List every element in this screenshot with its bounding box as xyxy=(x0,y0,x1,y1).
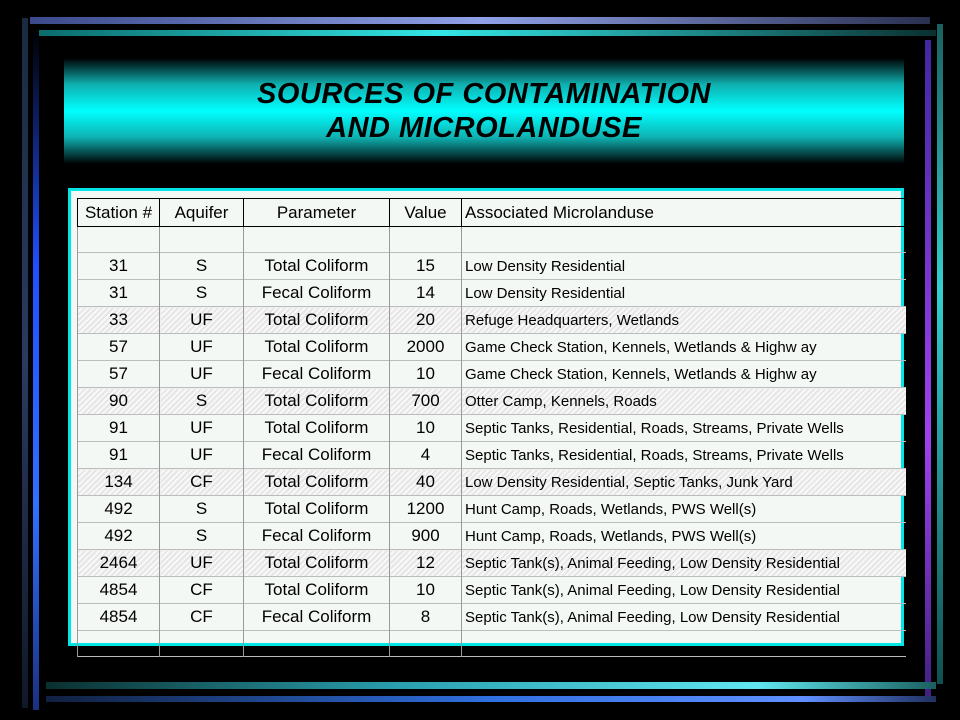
cell-aquifer: UF xyxy=(160,442,244,469)
table-header-row xyxy=(78,199,906,227)
contamination-table xyxy=(77,198,906,657)
cell-parameter: Total Coliform xyxy=(244,550,390,577)
cell-microlanduse: Septic Tank(s), Animal Feeding, Low Density Residential xyxy=(462,604,906,631)
cell-station: 492 xyxy=(78,496,160,523)
frame-bar-right-inner xyxy=(925,40,931,700)
cell-value: 14 xyxy=(390,280,462,307)
header-station: Station # xyxy=(78,199,160,227)
cell-aquifer: CF xyxy=(160,469,244,496)
cell-value: 4 xyxy=(390,442,462,469)
cell-microlanduse: Septic Tank(s), Animal Feeding, Low Density Residential xyxy=(462,577,906,604)
cell-parameter: Total Coliform xyxy=(244,469,390,496)
table-row xyxy=(78,577,906,604)
cell-aquifer: UF xyxy=(160,307,244,334)
cell-aquifer: CF xyxy=(160,604,244,631)
cell-aquifer: UF xyxy=(160,415,244,442)
blank-cell xyxy=(462,227,906,253)
cell-aquifer: CF xyxy=(160,577,244,604)
table-row xyxy=(78,307,906,334)
cell-aquifer: UF xyxy=(160,361,244,388)
table-row-blank xyxy=(78,227,906,253)
cell-microlanduse: Hunt Camp, Roads, Wetlands, PWS Well(s) xyxy=(462,523,906,550)
frame-bar-bottom xyxy=(46,696,936,702)
cell-microlanduse: Low Density Residential xyxy=(462,280,906,307)
cell-value: 900 xyxy=(390,523,462,550)
table-row xyxy=(78,496,906,523)
frame-bar-top xyxy=(30,17,930,24)
cell-aquifer: S xyxy=(160,253,244,280)
cell-microlanduse: Septic Tanks, Residential, Roads, Streams, Private Wells xyxy=(462,442,906,469)
cell-value: 20 xyxy=(390,307,462,334)
cell-station: 91 xyxy=(78,415,160,442)
cell-parameter: Fecal Coliform xyxy=(244,442,390,469)
cell-value: 10 xyxy=(390,415,462,442)
table-row xyxy=(78,334,906,361)
table-row-blank xyxy=(78,631,906,657)
cell-aquifer: UF xyxy=(160,550,244,577)
table-row xyxy=(78,523,906,550)
cell-value: 2000 xyxy=(390,334,462,361)
table-row xyxy=(78,415,906,442)
cell-value: 12 xyxy=(390,550,462,577)
cell-microlanduse: Hunt Camp, Roads, Wetlands, PWS Well(s) xyxy=(462,496,906,523)
cell-value: 10 xyxy=(390,361,462,388)
frame-bar-left xyxy=(22,18,28,708)
slide-title-line-1: SOURCES OF CONTAMINATION xyxy=(257,78,711,110)
cell-value: 700 xyxy=(390,388,462,415)
cell-parameter: Total Coliform xyxy=(244,334,390,361)
cell-parameter: Total Coliform xyxy=(244,388,390,415)
blank-cell xyxy=(78,631,160,657)
blank-cell xyxy=(160,227,244,253)
cell-microlanduse: Refuge Headquarters, Wetlands xyxy=(462,307,906,334)
cell-station: 4854 xyxy=(78,577,160,604)
cell-parameter: Fecal Coliform xyxy=(244,361,390,388)
cell-station: 57 xyxy=(78,361,160,388)
cell-value: 8 xyxy=(390,604,462,631)
cell-parameter: Total Coliform xyxy=(244,577,390,604)
frame-bar-left-inner xyxy=(33,30,39,710)
cell-parameter: Total Coliform xyxy=(244,307,390,334)
table-row xyxy=(78,550,906,577)
cell-microlanduse: Otter Camp, Kennels, Roads xyxy=(462,388,906,415)
header-aquifer: Aquifer xyxy=(160,199,244,227)
table-body xyxy=(78,227,906,631)
cell-parameter: Total Coliform xyxy=(244,415,390,442)
blank-cell xyxy=(462,631,906,657)
cell-station: 31 xyxy=(78,280,160,307)
header-value: Value xyxy=(390,199,462,227)
cell-station: 31 xyxy=(78,253,160,280)
blank-cell xyxy=(78,227,160,253)
blank-cell xyxy=(244,631,390,657)
cell-microlanduse: Game Check Station, Kennels, Wetlands & Highw ay xyxy=(462,334,906,361)
table-row xyxy=(78,604,906,631)
blank-cell xyxy=(390,631,462,657)
cell-microlanduse: Low Density Residential xyxy=(462,253,906,280)
table-row xyxy=(78,388,906,415)
cell-parameter: Fecal Coliform xyxy=(244,604,390,631)
blank-cell xyxy=(390,227,462,253)
table-row xyxy=(78,361,906,388)
cell-microlanduse: Septic Tank(s), Animal Feeding, Low Density Residential xyxy=(462,550,906,577)
cell-value: 1200 xyxy=(390,496,462,523)
header-microlanduse: Associated Microlanduse xyxy=(462,199,906,227)
cell-station: 90 xyxy=(78,388,160,415)
contamination-table-container xyxy=(71,191,901,643)
blank-cell xyxy=(244,227,390,253)
slide-title-box xyxy=(64,58,904,164)
blank-cell xyxy=(160,631,244,657)
cell-aquifer: S xyxy=(160,496,244,523)
frame-bar-right xyxy=(937,24,943,684)
cell-station: 57 xyxy=(78,334,160,361)
cell-value: 10 xyxy=(390,577,462,604)
frame-bar-top-inner xyxy=(36,30,936,36)
cell-value: 15 xyxy=(390,253,462,280)
table-row xyxy=(78,253,906,280)
cell-station: 4854 xyxy=(78,604,160,631)
slide-title-line-2: AND MICROLANDUSE xyxy=(326,112,642,144)
cell-parameter: Fecal Coliform xyxy=(244,280,390,307)
cell-aquifer: UF xyxy=(160,334,244,361)
cell-station: 91 xyxy=(78,442,160,469)
cell-aquifer: S xyxy=(160,388,244,415)
header-parameter: Parameter xyxy=(244,199,390,227)
cell-value: 40 xyxy=(390,469,462,496)
cell-station: 492 xyxy=(78,523,160,550)
table-body-end xyxy=(78,631,906,657)
cell-parameter: Total Coliform xyxy=(244,253,390,280)
cell-microlanduse: Low Density Residential, Septic Tanks, Junk Yard xyxy=(462,469,906,496)
cell-microlanduse: Septic Tanks, Residential, Roads, Streams, Private Wells xyxy=(462,415,906,442)
cell-station: 33 xyxy=(78,307,160,334)
table-row xyxy=(78,469,906,496)
cell-aquifer: S xyxy=(160,523,244,550)
frame-bar-bottom-inner xyxy=(46,682,936,689)
cell-parameter: Fecal Coliform xyxy=(244,523,390,550)
contamination-table-frame xyxy=(68,188,904,646)
table-row xyxy=(78,442,906,469)
cell-station: 2464 xyxy=(78,550,160,577)
cell-aquifer: S xyxy=(160,280,244,307)
cell-parameter: Total Coliform xyxy=(244,496,390,523)
cell-microlanduse: Game Check Station, Kennels, Wetlands & Highw ay xyxy=(462,361,906,388)
cell-station: 134 xyxy=(78,469,160,496)
table-row xyxy=(78,280,906,307)
